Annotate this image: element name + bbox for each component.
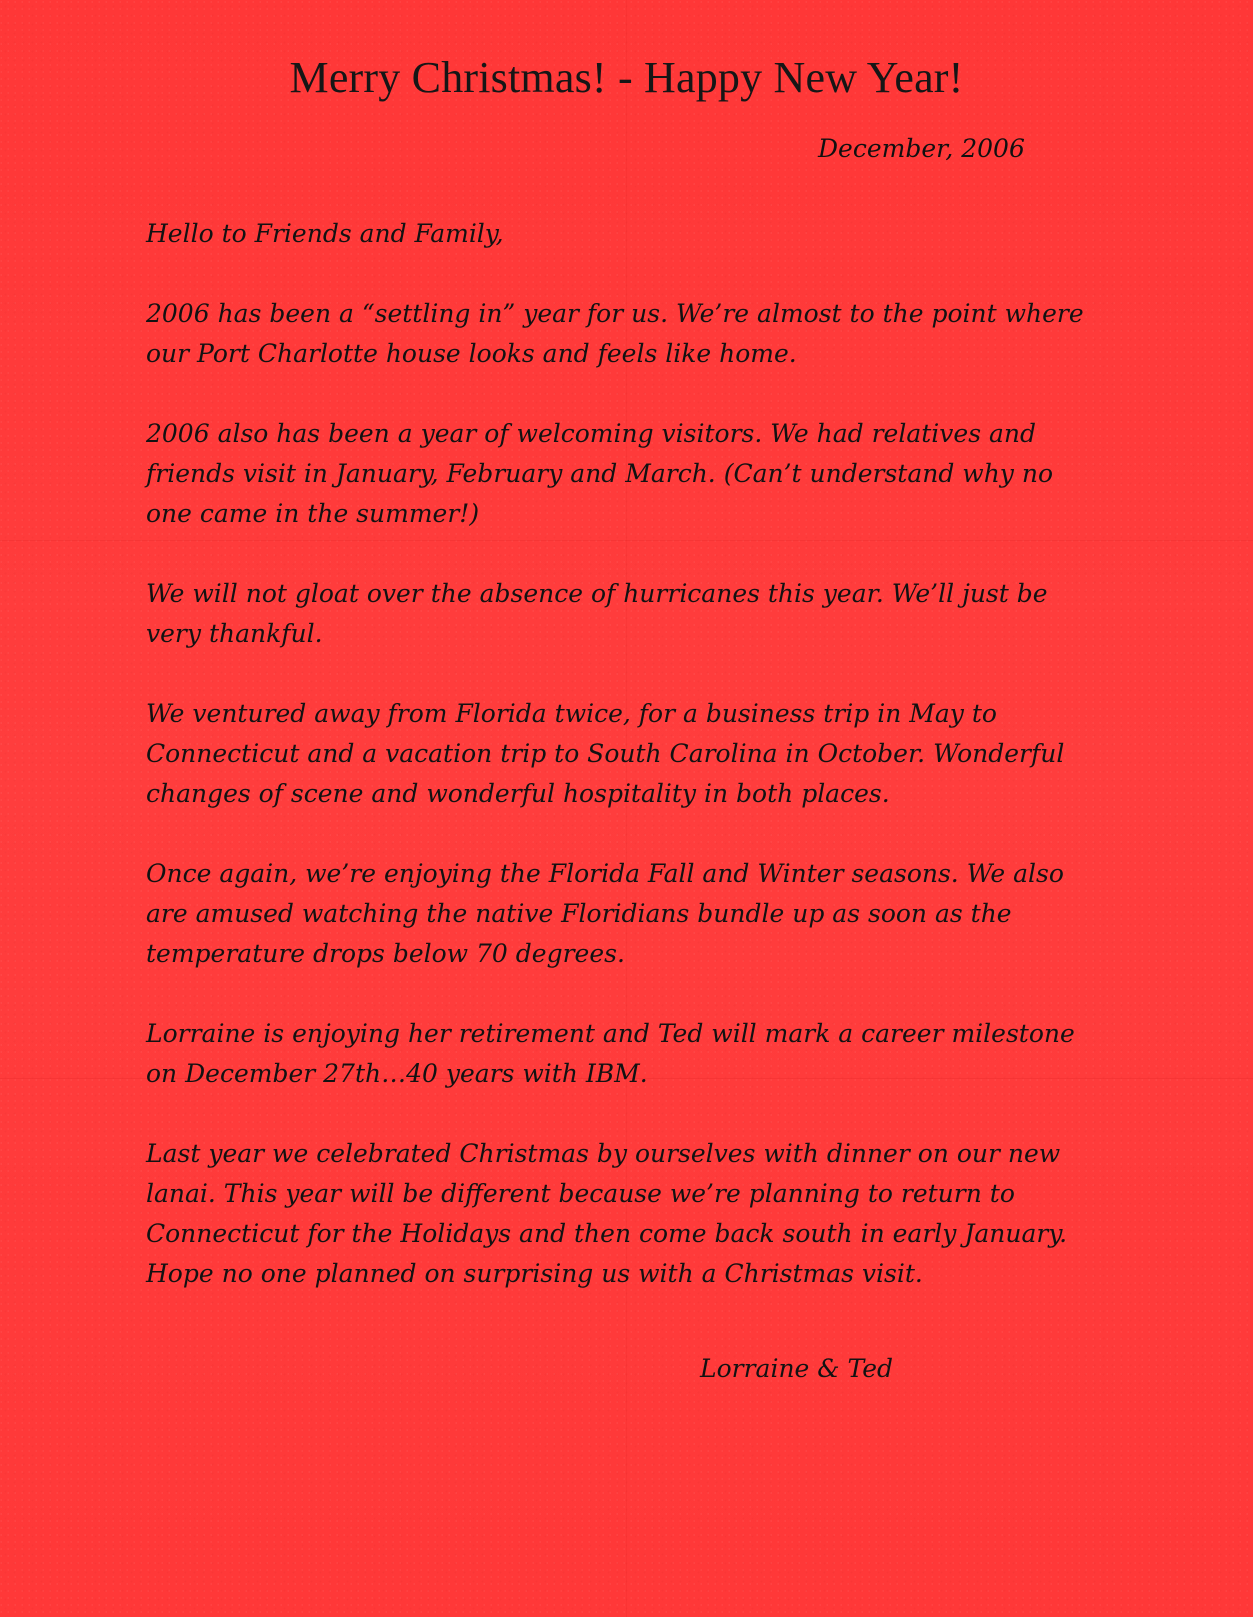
letter-body: [146, 214, 1106, 1334]
letter-date: December, 2006: [818, 134, 1025, 163]
paragraph-milestone: Lorraine is enjoying her retirement and Ted will mark a career milestone on December 27th…40 years with IBM.: [146, 1019, 1075, 1088]
signature: Lorraine & Ted: [700, 1354, 894, 1383]
paragraph-settling-in: 2006 has been a “settling in” year for us. We’re almost to the point where our Port Charlotte house looks and feels like home.: [146, 299, 1084, 368]
paragraph-seasons: Once again, we’re enjoying the Florida Fall and Winter seasons. We also are amused watching the native Floridians bundle up as soon as the temperature drops below 70 degrees.: [146, 859, 1064, 968]
paragraph-visitors: 2006 also has been a year of welcoming visitors. We had relatives and friends visit in January, February and March. (Can’t understand why no one came in the summer!): [146, 419, 1054, 528]
paragraph-travel: We ventured away from Florida twice, for a business trip in May to Connecticut and a vacation trip to South Carolina in October. Wonderful changes of scene and wonderful hospitality in both places.: [146, 699, 1065, 808]
greeting: Hello to Friends and Family,: [146, 219, 504, 248]
paragraph-hurricanes: We will not gloat over the absence of hurricanes this year. We’ll just be very thankful.: [146, 579, 1048, 648]
paragraph-christmas-plans: Last year we celebrated Christmas by ourselves with dinner on our new lanai. This year will be different because we’re planning to return to Connecticut for the Holidays and then come back south in early January. Hope no one planned on surprising us with a Christmas visit.: [146, 1139, 1068, 1288]
letter-title: Merry Christmas! - Happy New Year!: [289, 53, 964, 102]
